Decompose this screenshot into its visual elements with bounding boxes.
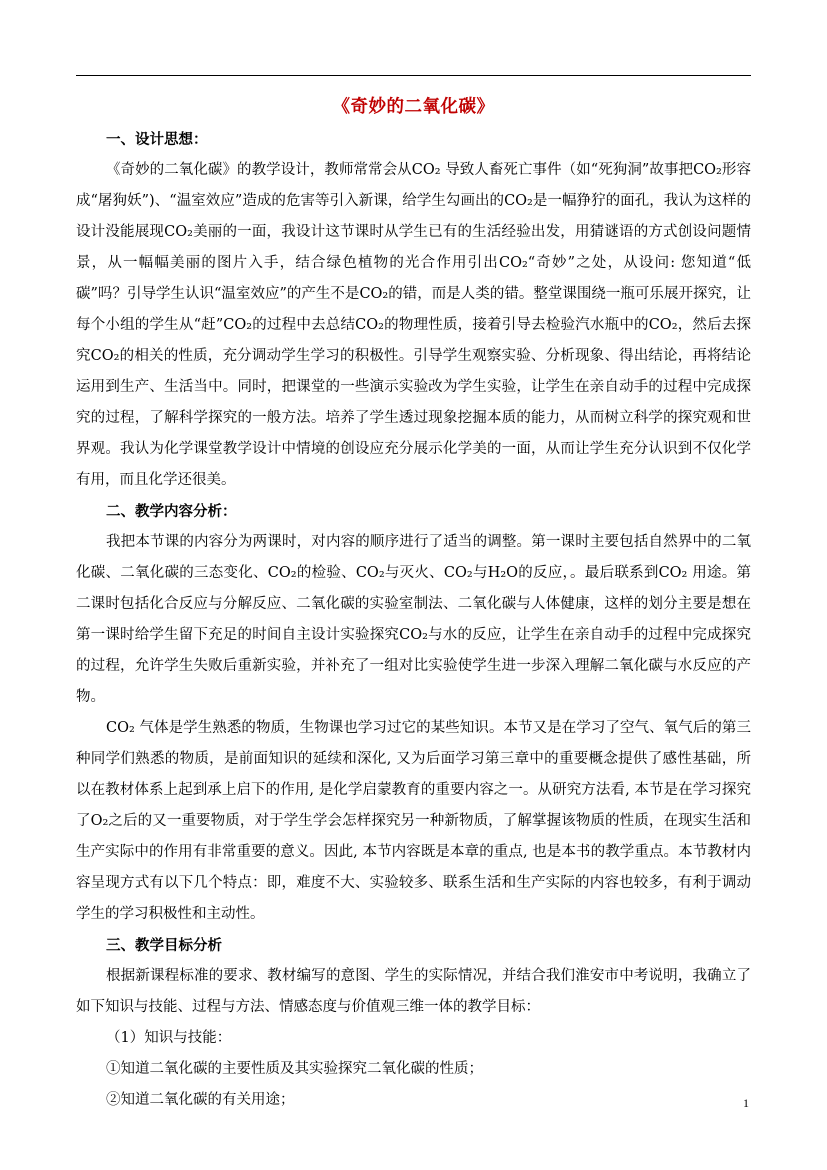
document-title: 《奇妙的二氧化碳》	[332, 97, 495, 117]
list-line-3: ②知道二氧化碳的有关用途；	[106, 1092, 295, 1108]
header-rule	[76, 75, 751, 76]
section-heading-1: 一、设计思想：	[106, 131, 208, 148]
section-2-paragraph-2: CO₂ 气体是学生熟悉的物质，生物课也学习过它的某些知识。本节又是在学习了空气、氧气后的第三种同学们熟悉的物质，是前面知识的延续和深化, 又为后面学习第三章中的重要概念提供了感性基础，所以在教材体系上起到承上启下的作用, 是化学启蒙教育的重要内容之一。从研究方法看, 本节是在学习探究了O₂之后的又一重要物质，对于学生学会怎样探究另一种新物质，了解掌握该物质的性质，在现实生活和生产实际中的作用有非常重要的意义。因此, 本节内容既是本章的重点, 也是本书的教学重点。本节教材内容呈现方式有以下几个特点：即，难度不大、实验较多、联系生活和生产实际的内容也较多，有利于调动学生的学习积极性和主动性。	[76, 720, 751, 922]
section-2-paragraph-1: 我把本节课的内容分为两课时，对内容的顺序进行了适当的调整。第一课时主要包括自然界中的二氧化碳、二氧化碳的三态变化、CO₂的检验、CO₂与灭火、CO₂与H₂O的反应，。最后联系到CO₂ 用途。第二课时包括化合反应与分解反应、二氧化碳的实验室制法、二氧化碳与人体健康，这样的划分主要是想在第一课时给学生留下充足的时间自主设计实验探究CO₂与水的反应，让学生在亲自动手的过程中完成探究的过程，允许学生失败后重新实验，并补充了一组对比实验使学生进一步深入理解二氧化碳与水反应的产物。	[76, 534, 751, 705]
list-line-1: （1）知识与技能：	[106, 1030, 232, 1046]
section-3-paragraph-1: 根据新课程标准的要求、教材编写的意图、学生的实际情况，并结合我们淮安市中考说明，我确立了如下知识与技能、过程与方法、情感态度与价值观三维一体的教学目标：	[76, 968, 751, 1015]
page-number: 1	[743, 1096, 749, 1110]
section-heading-3: 三、教学目标分析	[106, 937, 222, 954]
document-body	[76, 124, 751, 1116]
list-line-2: ①知道二氧化碳的主要性质及其实验探究二氧化碳的性质；	[106, 1061, 483, 1077]
section-1-paragraph-1: 《奇妙的二氧化碳》的教学设计，教师常常会从CO₂ 导致人畜死亡事件（如“死狗洞”故事把CO₂形容成“屠狗妖”)、“温室效应”造成的危害等引入新课，给学生勾画出的CO₂是一幅狰狞的面孔，我认为这样的设计没能展现CO₂美丽的一面，我设计这节课时从学生已有的生活经验出发，用猜谜语的方式创设问题情景，从一幅幅美丽的图片入手，结合绿色植物的光合作用引出CO₂“奇妙”之处，从设问: 您知道“低碳”吗？引导学生认识“温室效应”的产生不是CO₂的错，而是人类的错。整堂课围绕一瓶可乐展开探究，让每个小组的学生从“赶”CO₂的过程中去总结CO₂的物理性质，接着引导去检验汽水瓶中的CO₂，然后去探究CO₂的相关的性质，充分调动学生学习的积极性。引导学生观察实验、分析现象、得出结论，再将结论运用到生产、生活当中。同时，把课堂的一些演示实验改为学生实验，让学生在亲自动手的过程中完成探究的过程，了解科学探究的一般方法。培养了学生透过现象挖掘本质的能力，从而树立科学的探究观和世界观。我认为化学课堂教学设计中情境的创设应充分展示化学美的一面，从而让学生充分认识到不仅化学有用，而且化学还很美。	[76, 162, 751, 488]
section-heading-2: 二、教学内容分析：	[106, 503, 237, 520]
